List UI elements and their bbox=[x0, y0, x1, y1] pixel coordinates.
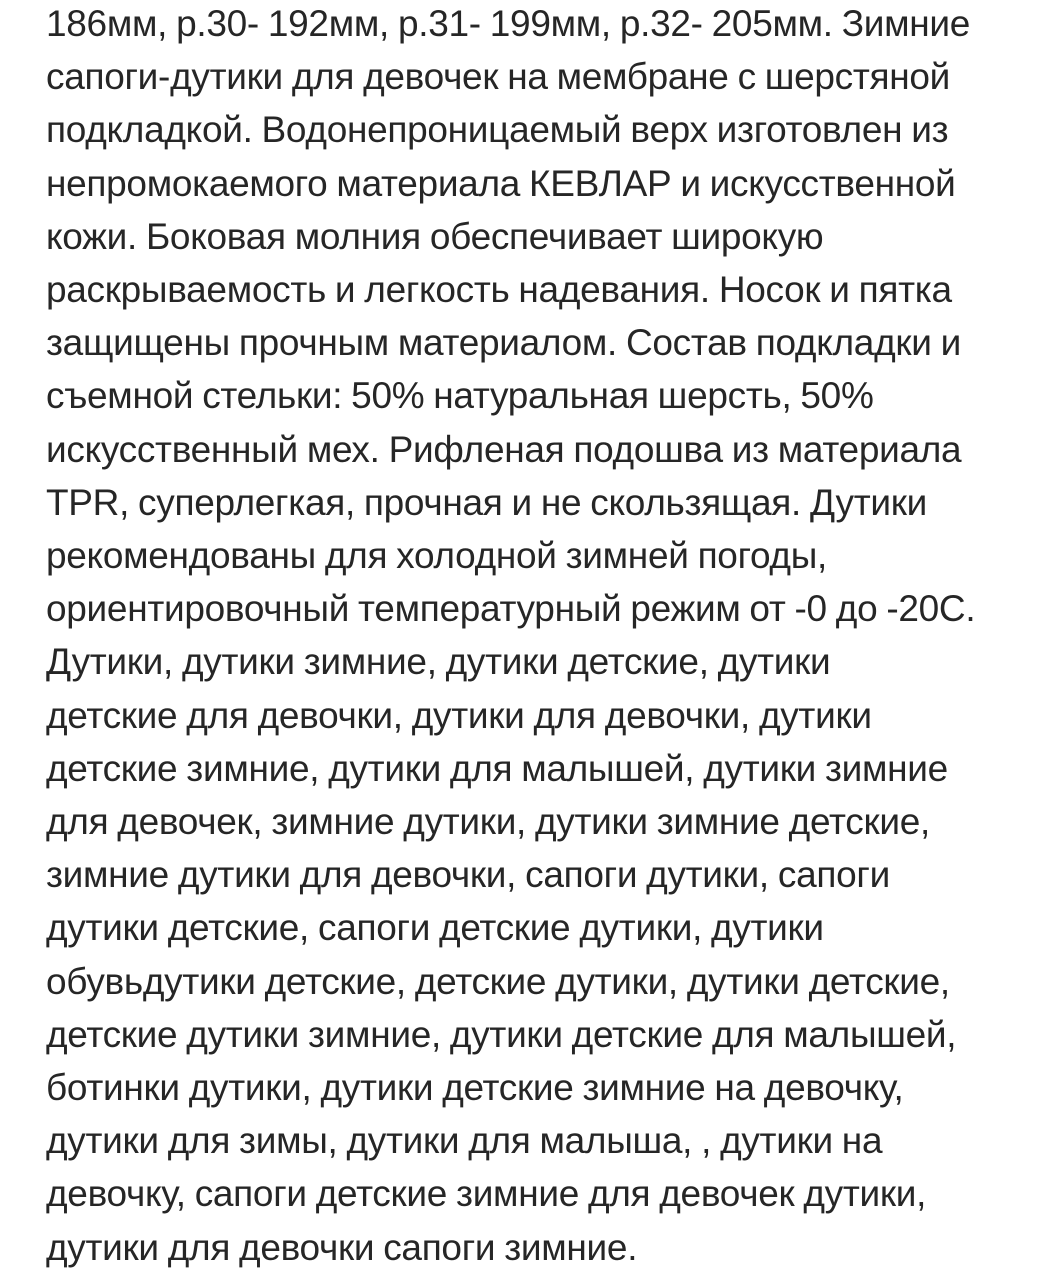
description-line-24: дутики для девочки сапоги зимние. bbox=[46, 1226, 638, 1268]
description-line-23: девочку, сапоги детские зимние для девочек дутики, bbox=[46, 1173, 927, 1215]
description-line-16: для девочек, зимние дутики, дутики зимние детские, bbox=[46, 801, 930, 843]
description-line-2: сапоги-дутики для девочек на мембране с шерстяной bbox=[46, 56, 951, 98]
description-line-3: подкладкой. Водонепроницаемый верх изготовлен из bbox=[46, 109, 949, 151]
description-line-13: Дутики, дутики зимние, дутики детские, дутики bbox=[46, 641, 831, 683]
description-line-7: защищены прочным материалом. Состав подкладки и bbox=[46, 322, 961, 364]
description-line-6: раскрываемость и легкость надевания. Носок и пятка bbox=[46, 269, 952, 311]
description-line-21: ботинки дутики, дутики детские зимние на девочку, bbox=[46, 1067, 904, 1109]
description-line-5: кожи. Боковая молния обеспечивает широкую bbox=[46, 215, 824, 257]
description-line-1: 186мм, р.30- 192мм, р.31- 199мм, р.32- 205мм. Зимние bbox=[46, 3, 971, 44]
description-line-19: обувьдутики детские, детские дутики, дутики детские, bbox=[46, 960, 950, 1002]
description-line-11: рекомендованы для холодной зимней погоды, bbox=[46, 535, 827, 577]
description-line-18: дутики детские, сапоги детские дутики, дутики bbox=[46, 907, 824, 949]
description-line-22: дутики для зимы, дутики для малыша, , дутики на bbox=[46, 1120, 883, 1162]
description-line-12: ориентировочный температурный режим от -0 до -20С. bbox=[46, 588, 976, 630]
description-line-14: детские для девочки, дутики для девочки, дутики bbox=[46, 694, 872, 736]
description-line-8: съемной стельки: 50% натуральная шерсть, 50% bbox=[46, 375, 874, 417]
description-line-17: зимние дутики для девочки, сапоги дутики, сапоги bbox=[46, 854, 890, 896]
description-line-9: искусственный мех. Рифленая подошва из материала bbox=[46, 428, 962, 470]
description-line-4: непромокаемого материала КЕВЛАР и искусственной bbox=[46, 162, 956, 204]
description-line-10: TPR, суперлегкая, прочная и не скользящая. Дутики bbox=[46, 481, 928, 523]
description-line-15: детские зимние, дутики для малышей, дутики зимние bbox=[46, 747, 948, 789]
product-description-text bbox=[46, 0, 1046, 1274]
description-line-20: детские дутики зимние, дутики детские для малышей, bbox=[46, 1013, 957, 1055]
